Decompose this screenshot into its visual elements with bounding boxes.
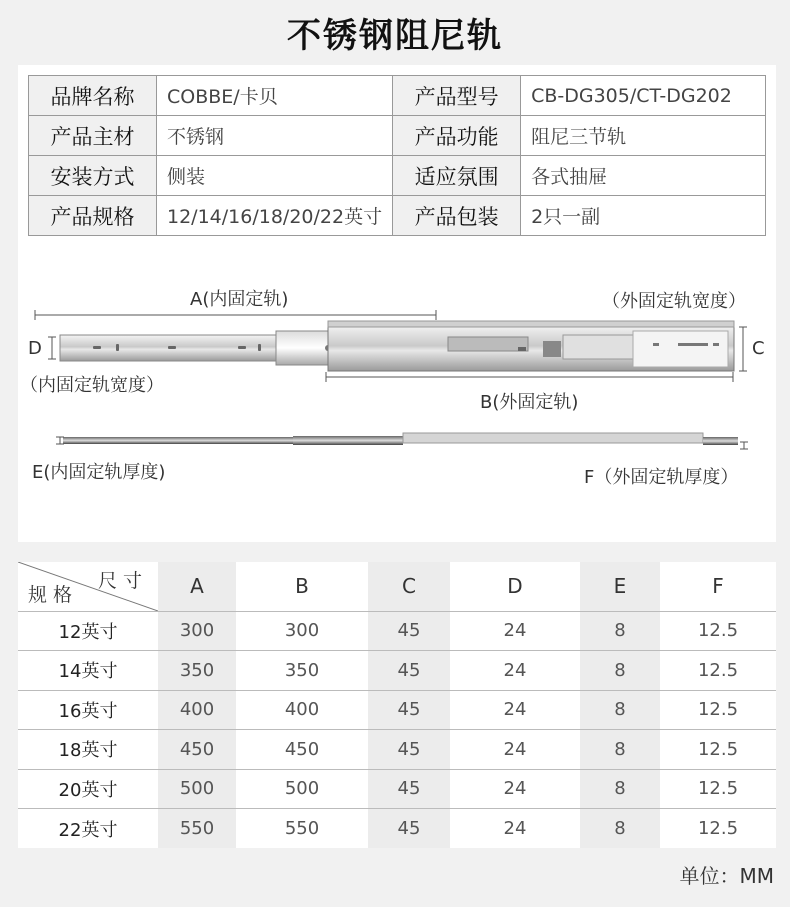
- column-header: F: [712, 574, 724, 599]
- table-row: [18, 611, 776, 651]
- table-cell: 24: [450, 809, 580, 849]
- row-label: 14英寸: [18, 651, 158, 691]
- page-title: 不锈钢阻尼轨: [287, 16, 503, 56]
- label-f: F（外固定轨厚度）: [584, 467, 739, 488]
- spec-value: CB-DG305/CT-DG202: [521, 76, 766, 116]
- table-cell: 450: [158, 730, 236, 770]
- profile-bar: [63, 433, 738, 445]
- table-cell: 12.5: [660, 809, 776, 849]
- table-cell: 24: [450, 730, 580, 770]
- label-a: A(内固定轨): [190, 289, 289, 310]
- table-cell: 24: [450, 690, 580, 730]
- table-cell: 8: [580, 611, 660, 651]
- table-cell: 12.5: [660, 769, 776, 809]
- spec-key: 产品型号: [393, 76, 521, 116]
- spec-value: 12/14/16/18/20/22英寸: [157, 196, 393, 236]
- table-cell: 12.5: [660, 611, 776, 651]
- table-cell: 12.5: [660, 690, 776, 730]
- spec-value: 各式抽屉: [521, 156, 766, 196]
- table-cell: 8: [580, 809, 660, 849]
- table-cell: 12.5: [660, 651, 776, 691]
- spec-key: 产品主材: [29, 116, 157, 156]
- dim-f-bracket: [740, 442, 748, 449]
- column-header: B: [295, 574, 309, 599]
- table-cell: 500: [158, 769, 236, 809]
- table-cell: 45: [368, 769, 450, 809]
- spec-value: 2只一副: [521, 196, 766, 236]
- table-row: [18, 730, 776, 770]
- table-cell: 450: [236, 730, 368, 770]
- dimension-table: [18, 562, 776, 848]
- table-row: [18, 651, 776, 691]
- product-card: [18, 65, 776, 542]
- column-header: A: [158, 562, 236, 611]
- table-cell: 400: [236, 690, 368, 730]
- dim-e-bracket: [56, 437, 64, 444]
- table-corner-header: [18, 562, 158, 611]
- table-cell: 300: [158, 611, 236, 651]
- column-header: E: [580, 562, 660, 611]
- spec-value: COBBE/卡贝: [157, 76, 393, 116]
- table-cell: 550: [158, 809, 236, 849]
- table-cell: 8: [580, 769, 660, 809]
- table-cell: 24: [450, 769, 580, 809]
- label-inner-width: （内固定轨宽度）: [20, 375, 164, 396]
- table-cell: 24: [450, 611, 580, 651]
- label-outer-width: （外固定轨宽度）: [602, 291, 746, 312]
- table-cell: 45: [368, 809, 450, 849]
- spec-key: 产品规格: [29, 196, 157, 236]
- table-cell: 8: [580, 651, 660, 691]
- dim-d-bracket: [48, 337, 56, 359]
- spec-value: 不锈钢: [157, 116, 393, 156]
- label-d: D: [28, 338, 42, 359]
- row-label: 20英寸: [18, 769, 158, 809]
- table-row: [18, 809, 776, 849]
- spec-key: 品牌名称: [29, 76, 157, 116]
- label-b: B(外固定轨): [480, 392, 579, 413]
- table-cell: 350: [158, 651, 236, 691]
- row-label: 18英寸: [18, 730, 158, 770]
- row-label: 22英寸: [18, 809, 158, 849]
- table-cell: 350: [236, 651, 368, 691]
- column-header: C: [368, 562, 450, 611]
- row-label: 12英寸: [18, 611, 158, 651]
- table-row: [18, 769, 776, 809]
- dim-b-line: [326, 372, 733, 382]
- row-label: 16英寸: [18, 690, 158, 730]
- table-cell: 45: [368, 690, 450, 730]
- table-cell: 12.5: [660, 730, 776, 770]
- corner-top-label: 尺寸: [97, 570, 148, 592]
- label-c: C: [752, 338, 765, 359]
- table-cell: 24: [450, 651, 580, 691]
- spec-value: 侧装: [157, 156, 393, 196]
- table-row: [18, 690, 776, 730]
- table-cell: 45: [368, 611, 450, 651]
- dim-a-line: [35, 310, 436, 320]
- dim-c-bracket: [739, 327, 747, 371]
- spec-key: 适应氛围: [393, 156, 521, 196]
- table-cell: 550: [236, 809, 368, 849]
- corner-bottom-label: 规格: [28, 583, 79, 606]
- spec-key: 安装方式: [29, 156, 157, 196]
- spec-value: 阻尼三节轨: [521, 116, 766, 156]
- label-e: E(内固定轨厚度): [32, 462, 166, 483]
- table-cell: 45: [368, 651, 450, 691]
- unit-note: 单位：MM: [679, 864, 774, 888]
- table-cell: 300: [236, 611, 368, 651]
- spec-key: 产品包装: [393, 196, 521, 236]
- table-cell: 8: [580, 730, 660, 770]
- spec-key: 产品功能: [393, 116, 521, 156]
- table-cell: 45: [368, 730, 450, 770]
- column-header: D: [507, 574, 523, 599]
- table-header-row: [18, 562, 776, 611]
- table-cell: 500: [236, 769, 368, 809]
- table-cell: 8: [580, 690, 660, 730]
- table-cell: 400: [158, 690, 236, 730]
